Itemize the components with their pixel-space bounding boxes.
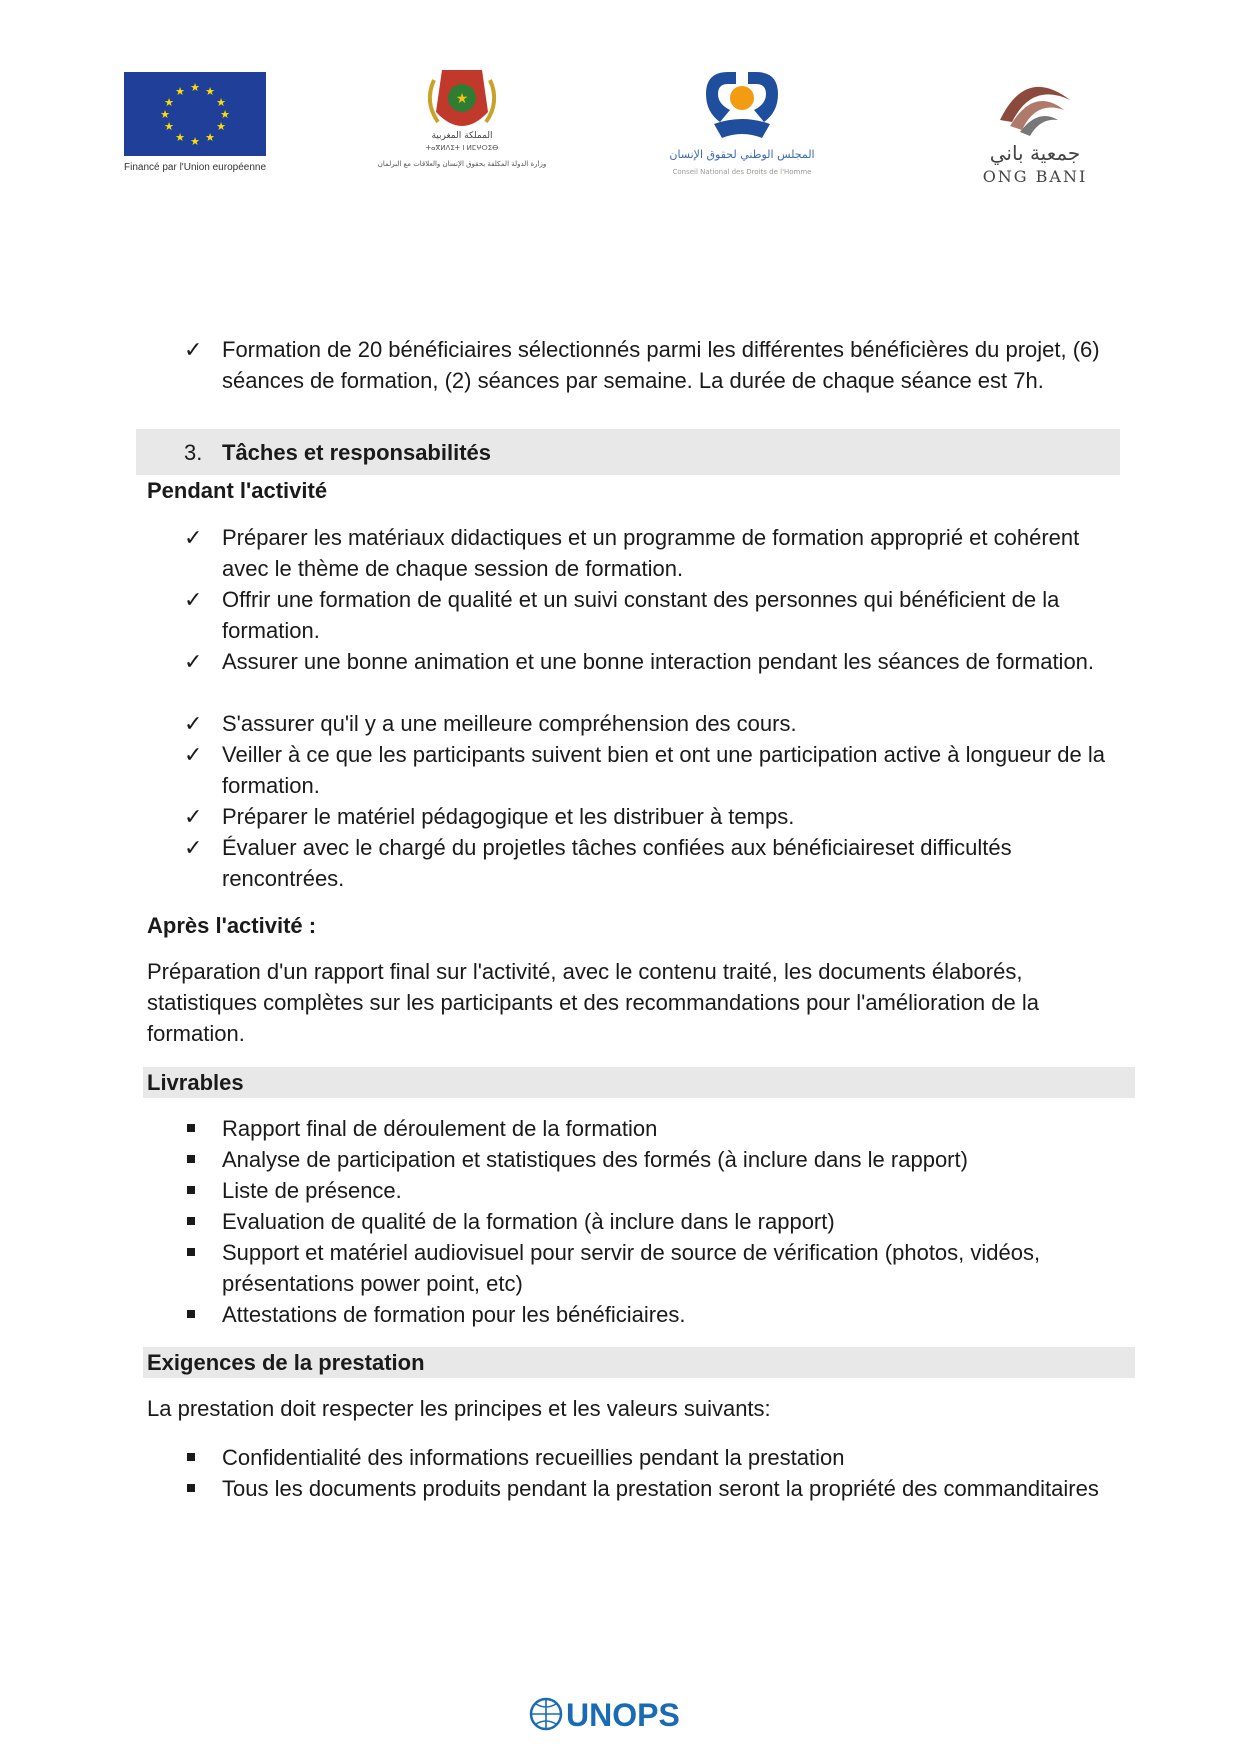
svg-text:★: ★ (216, 96, 226, 109)
livrables-heading: Livrables (147, 1070, 244, 1095)
list-item: Rapport final de déroulement de la formation (222, 1116, 658, 1141)
svg-text:★: ★ (164, 120, 174, 133)
square-bullet-icon (187, 1186, 195, 1194)
svg-text:★: ★ (190, 135, 200, 148)
svg-text:جمعية باني: جمعية باني (989, 141, 1081, 165)
square-bullet-icon (187, 1124, 195, 1132)
check-icon: ✓ (184, 835, 203, 860)
check-icon: ✓ (184, 804, 203, 829)
check-icon: ✓ (184, 587, 203, 612)
check-icon: ✓ (184, 711, 203, 736)
exigences-intro: La prestation doit respecter les principes et les valeurs suivants: (147, 1396, 771, 1421)
check-icon: ✓ (184, 337, 203, 362)
square-bullet-icon (187, 1453, 195, 1461)
svg-text:★: ★ (164, 96, 174, 109)
exigences-heading: Exigences de la prestation (147, 1350, 425, 1375)
square-bullet-icon (187, 1155, 195, 1163)
svg-text:★: ★ (190, 81, 200, 94)
check-icon: ✓ (184, 525, 203, 550)
svg-text:★: ★ (216, 120, 226, 133)
list-item: Formation de 20 bénéficiaires sélectionnés parmi les différentes bénéficières du projet, (6) séances de formation, (2) séances par semaine. La durée de chaque séance est 7h. (222, 337, 1100, 393)
cndh-logo (644, 66, 840, 184)
svg-text:المملكة المغربية: المملكة المغربية (431, 131, 493, 141)
list-item: Préparer les matériaux didactiques et un programme de formation approprié et cohérent avec le thème de chaque session de formation. (222, 525, 1080, 581)
livrables-band (143, 1067, 1135, 1098)
svg-text:★: ★ (175, 131, 185, 144)
list-item: Evaluation de qualité de la formation (à inclure dans le rapport) (222, 1209, 835, 1234)
check-icon: ✓ (184, 649, 203, 674)
list-item: Tous les documents produits pendant la prestation seront la propriété des commanditaires (222, 1476, 1099, 1501)
eu-caption: Financé par l'Union européenne (124, 162, 267, 173)
list-item: Attestations de formation pour les bénéficiaires. (222, 1302, 686, 1327)
list-item: Liste de présence. (222, 1178, 402, 1203)
list-item: Support et matériel audiovisuel pour servir de source de vérification (photos, vidéos, présentations power point, etc) (222, 1240, 1041, 1296)
list-item: Préparer le matériel pédagogique et les distribuer à temps. (222, 804, 795, 829)
pendant-heading: Pendant l'activité (147, 478, 328, 503)
svg-text:وزارة الدولة المكلفة بحقوق الإ: وزارة الدولة المكلفة بحقوق الإنسان والعلاقات مع البرلمان (377, 160, 547, 168)
svg-text:المجلس الوطني لحقوق الإنسان: المجلس الوطني لحقوق الإنسان (669, 148, 815, 161)
check-icon: ✓ (184, 742, 203, 767)
svg-text:★: ★ (455, 91, 469, 107)
section-number: 3. (184, 440, 203, 465)
list-item: Offrir une formation de qualité et un suivi constant des personnes qui bénéficient de la formation. (222, 587, 1060, 643)
square-bullet-icon (187, 1310, 195, 1318)
svg-text:★: ★ (205, 131, 215, 144)
svg-text:UNOPS: UNOPS (566, 1697, 680, 1733)
list-item: S'assurer qu'il y a une meilleure compréhension des cours. (222, 711, 797, 736)
square-bullet-icon (187, 1484, 195, 1492)
eu-flag-logo (124, 72, 266, 156)
morocco-ministry-logo (372, 62, 552, 186)
section-title: Tâches et responsabilités (222, 440, 491, 465)
svg-text:★: ★ (205, 85, 215, 98)
ong-bani-logo (960, 60, 1110, 190)
list-item: Confidentialité des informations recueillies pendant la prestation (222, 1445, 845, 1470)
svg-text:★: ★ (220, 108, 230, 121)
svg-text:★: ★ (160, 108, 170, 121)
svg-text:ONG BANI: ONG BANI (982, 167, 1088, 186)
svg-text:Conseil National des Droits de: Conseil National des Droits de l'Homme (672, 168, 812, 176)
apres-paragraph: Préparation d'un rapport final sur l'activité, avec le contenu traité, les documents élaborés, statistiques complètes sur les participants et des recommandations pour l'amélioration de la formation. (147, 959, 1039, 1046)
svg-text:★: ★ (175, 85, 185, 98)
list-item: Évaluer avec le chargé du projetles tâches confiées aux bénéficiaireset difficultés rencontrées. (222, 835, 1012, 891)
list-item: Analyse de participation et statistiques des formés (à inclure dans le rapport) (222, 1147, 968, 1172)
square-bullet-icon (187, 1248, 195, 1256)
svg-text:ⵜⴰⴳⵍⴷⵉⵜ ⵏ ⵍⵎⵖⵔⵉⴱ: ⵜⴰⴳⵍⴷⵉⵜ ⵏ ⵍⵎⵖⵔⵉⴱ (425, 144, 499, 152)
list-item: Assurer une bonne animation et une bonne interaction pendant les séances de formation. (222, 649, 1095, 674)
square-bullet-icon (187, 1217, 195, 1225)
unops-logo (528, 1692, 718, 1736)
apres-heading: Après l'activité : (147, 913, 317, 938)
list-item: Veiller à ce que les participants suivent bien et ont une participation active à longueur de la formation. (222, 742, 1106, 798)
